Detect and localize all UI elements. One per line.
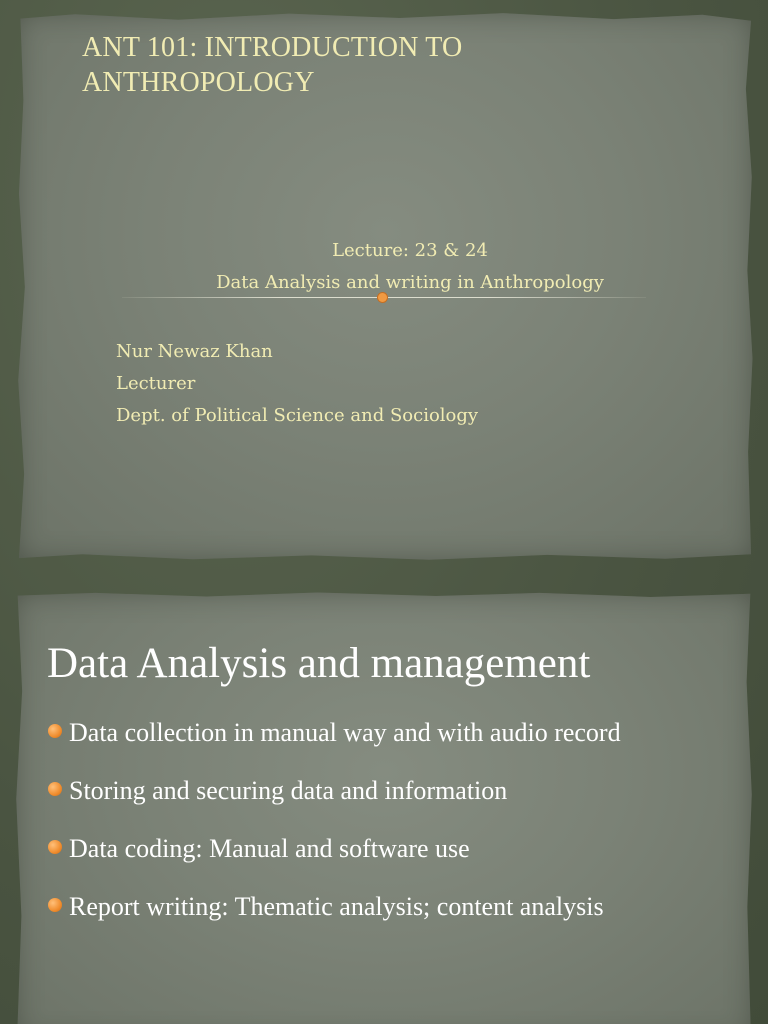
- list-item: [46, 716, 646, 749]
- bullet-dot-icon: [48, 724, 62, 738]
- author-department: Dept. of Political Science and Sociology: [116, 405, 479, 426]
- list-item: [46, 774, 646, 807]
- list-item: [46, 832, 646, 865]
- list-item: [46, 890, 646, 923]
- bullet-text: Data collection in manual way and with audio record: [69, 718, 621, 747]
- author-role: Lecturer: [116, 373, 196, 394]
- course-title: ANT 101: INTRODUCTION TO ANTHROPOLOGY: [82, 32, 463, 98]
- divider-dot-icon: [378, 293, 387, 302]
- author-name: Nur Newaz Khan: [116, 341, 273, 362]
- bullet-text: Data coding: Manual and software use: [69, 834, 470, 863]
- lecture-number: Lecture: 23 & 24: [332, 240, 488, 261]
- bullet-list: [46, 716, 646, 948]
- bullet-text: Report writing: Thematic analysis; content analysis: [69, 892, 604, 921]
- author-block: [116, 336, 478, 432]
- bullet-dot-icon: [48, 840, 62, 854]
- bullet-dot-icon: [48, 898, 62, 912]
- lecture-topic: Data Analysis and writing in Anthropology: [216, 272, 604, 293]
- bullet-dot-icon: [48, 782, 62, 796]
- bullet-text: Storing and securing data and information: [69, 776, 508, 805]
- content-slide-title: Data Analysis and management: [47, 640, 591, 687]
